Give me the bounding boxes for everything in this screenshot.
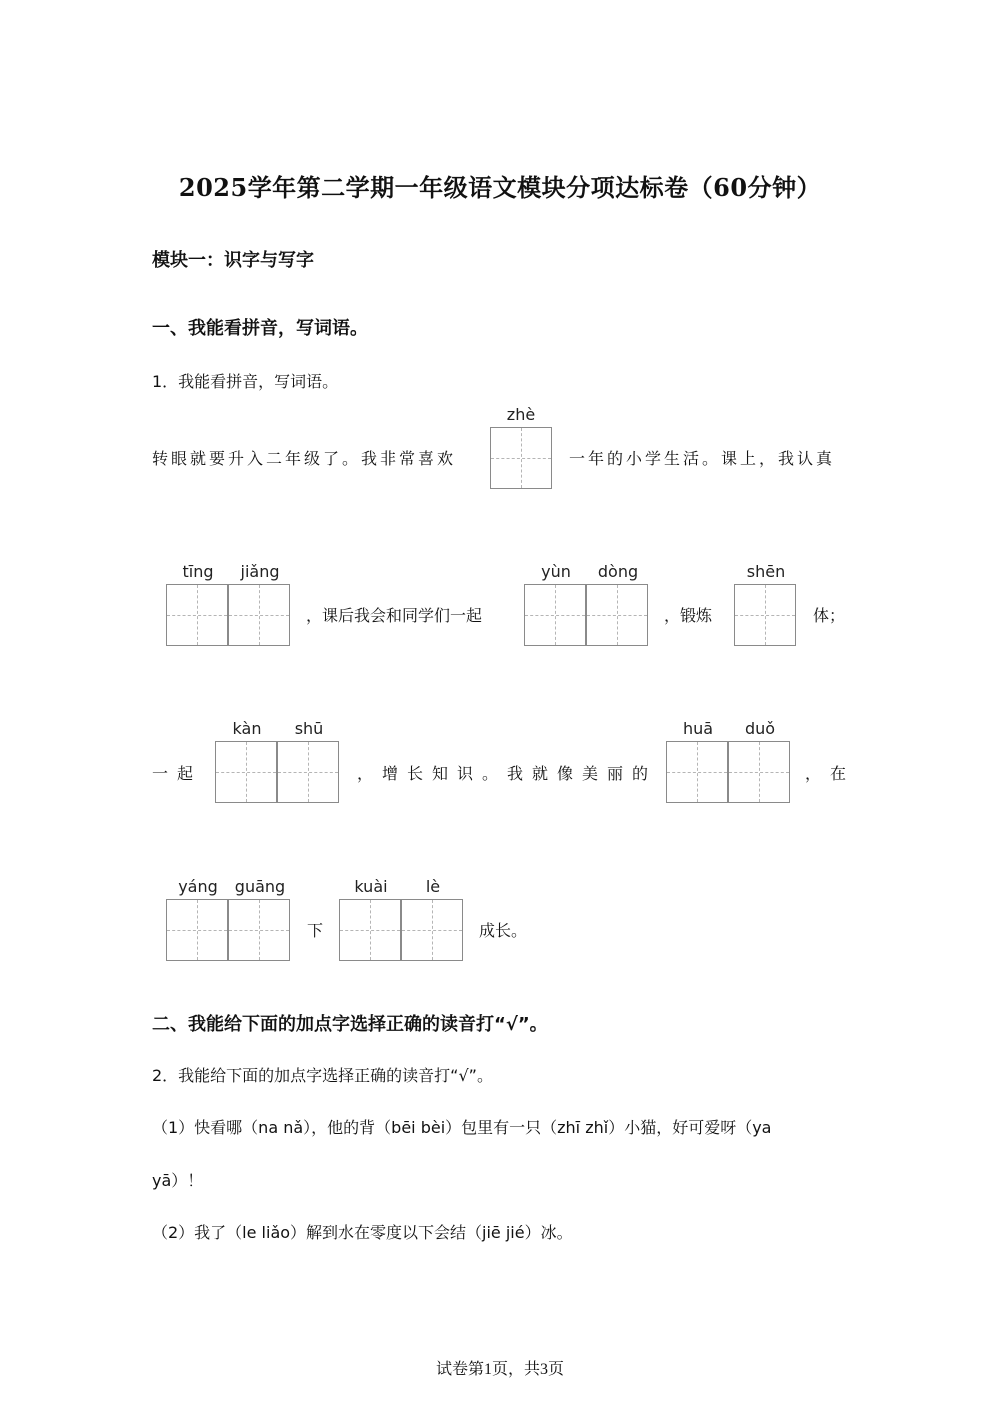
writing-box[interactable] — [166, 899, 228, 961]
pinyin-yun: yùn — [541, 562, 571, 581]
writing-box[interactable] — [215, 741, 277, 803]
question-1: 1．我能看拼音，写词语。 — [152, 372, 339, 391]
writing-box[interactable] — [728, 741, 790, 803]
question-item-1-cont: yā）！ — [152, 1171, 204, 1190]
pinyin-shu: shū — [294, 719, 324, 738]
pinyin-yang: yáng — [178, 877, 218, 896]
sentence-text: ，在 — [805, 764, 856, 783]
writing-box[interactable] — [490, 427, 552, 489]
pinyin-dong: dòng — [597, 562, 639, 581]
sentence-text: 一年的小学生活。课上，我认真 — [569, 449, 836, 468]
writing-box[interactable] — [524, 584, 586, 646]
writing-box[interactable] — [166, 584, 228, 646]
writing-box[interactable] — [228, 584, 290, 646]
pinyin-hua: huā — [682, 719, 714, 738]
sentence-text: ，课后我会和同学们一起 — [306, 606, 483, 625]
pinyin-ting: tīng — [182, 562, 214, 581]
writing-box[interactable] — [666, 741, 728, 803]
sentence-text: ，增长知识。我就像美丽的 — [357, 764, 658, 783]
pinyin-guang: guāng — [234, 877, 286, 896]
writing-box[interactable] — [277, 741, 339, 803]
question-item-2: （2）我了（le liǎo）解到水在零度以下会结（jiē jié）冰。 — [152, 1223, 573, 1242]
pinyin-zhe: zhè — [506, 405, 536, 424]
question-item-1: （1）快看哪（na nǎ），他的背（bēi bèi）包里有一只（zhī zhǐ）小猫，好可爱呀（ya — [152, 1118, 772, 1137]
pinyin-duo: duǒ — [744, 719, 776, 738]
writing-box[interactable] — [228, 899, 290, 961]
sentence-text: ，锻炼 — [664, 606, 713, 625]
module-heading: 模块一：识字与写字 — [152, 250, 314, 271]
pinyin-le: lè — [425, 877, 441, 896]
sentence-text: 成长。 — [479, 921, 528, 940]
page-footer: 试卷第1页，共3页 — [435, 1361, 564, 1378]
sentence-text: 下 — [307, 921, 324, 940]
section-heading-1: 一、我能看拼音，写词语。 — [152, 318, 368, 339]
pinyin-kan: kàn — [232, 719, 262, 738]
writing-box[interactable] — [339, 899, 401, 961]
pinyin-jiang: jiǎng — [240, 562, 280, 581]
sentence-text: 体； — [813, 606, 846, 625]
writing-box[interactable] — [734, 584, 796, 646]
pinyin-shen: shēn — [746, 562, 786, 581]
writing-box[interactable] — [586, 584, 648, 646]
sentence-text: 一起 — [152, 764, 203, 783]
section-heading-2: 二、我能给下面的加点字选择正确的读音打“√”。 — [152, 1014, 548, 1035]
pinyin-kuai: kuài — [354, 877, 388, 896]
writing-box[interactable] — [401, 899, 463, 961]
question-2: 2．我能给下面的加点字选择正确的读音打“√”。 — [152, 1066, 493, 1085]
sentence-text: 转眼就要升入二年级了。我非常喜欢 — [152, 449, 457, 468]
page-title: 2025学年第二学期一年级语文模块分项达标卷（60分钟） — [178, 173, 822, 202]
